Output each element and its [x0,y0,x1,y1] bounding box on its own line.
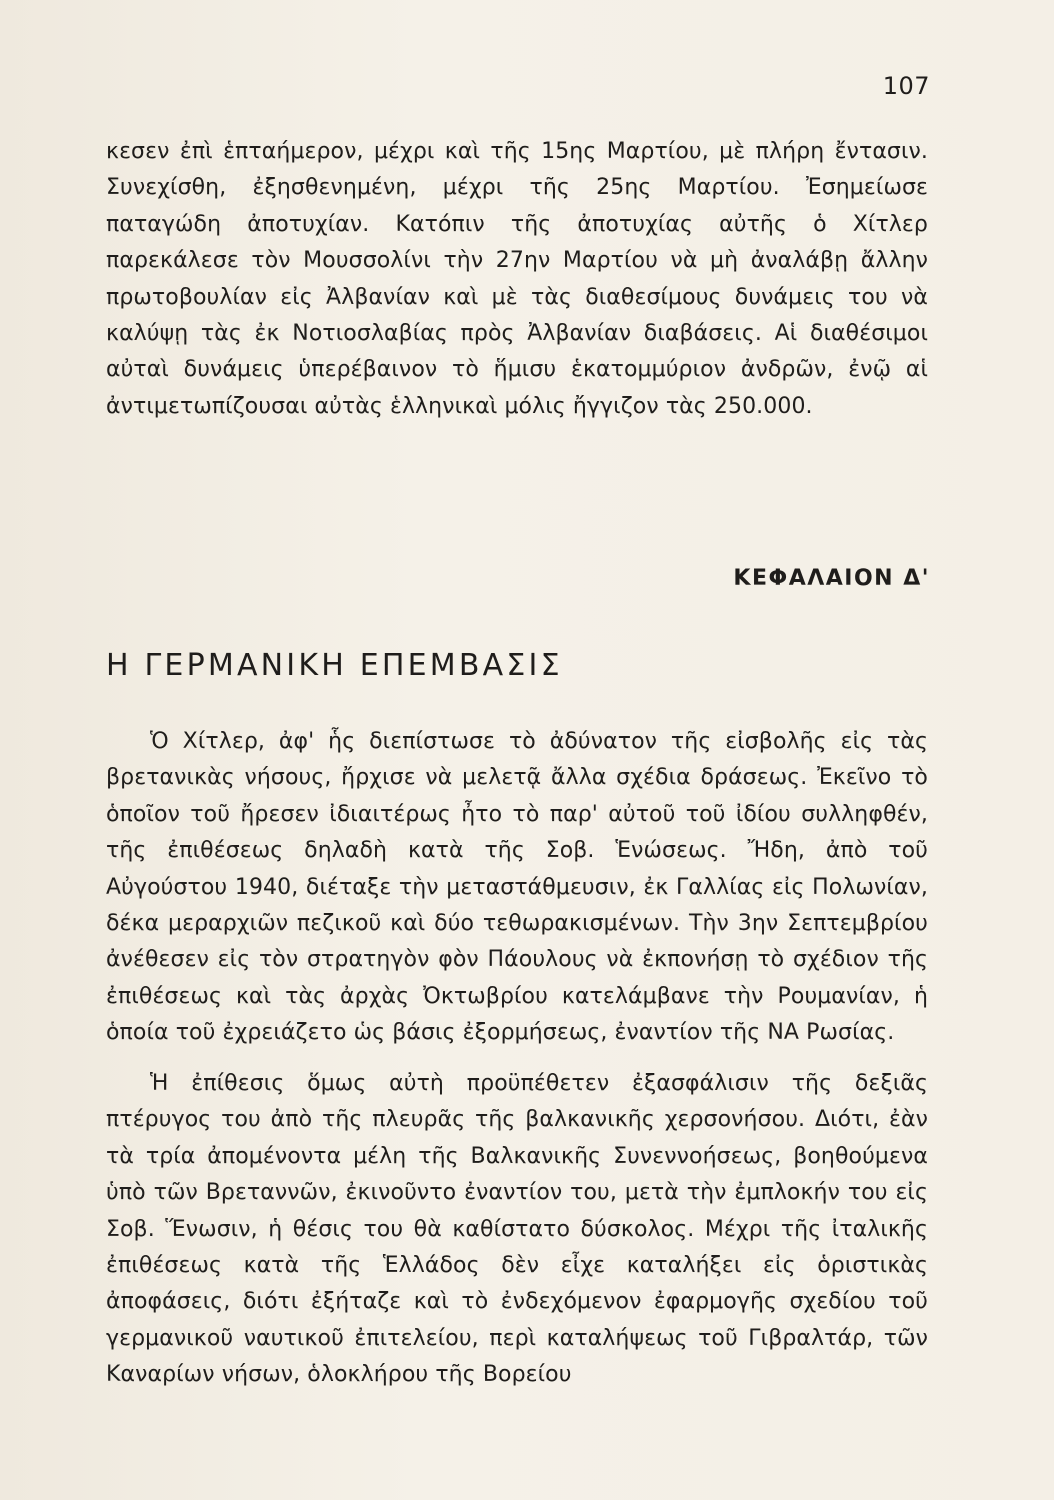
chapter-label: ΚΕΦΑΛΑΙΟΝ Δ' [733,566,930,591]
paragraph: Ἡ ἐπίθεσις ὅμως αὐτὴ προϋπέθετεν ἐξασφάλισιν τῆς δεξιᾶς πτέρυγος του ἀπὸ τῆς πλευρᾶς τῆς βαλκανικῆς χερσονήσου. Διότι, ἐὰν τὰ τρία ἀπομένοντα μέλη τῆς Βαλκανικῆς Συνεννοήσεως, βοηθούμενα ὑπὸ τῶν Βρεταννῶν, ἐκινοῦντο ἐναντίον του, μετὰ τὴν ἐμπλοκήν του εἰς Σοβ. Ἕνωσιν, ἡ θέσις του θὰ καθίστατο δύσκολος. Μέχρι τῆς ἰταλικῆς ἐπιθέσεως κατὰ τῆς Ἑλλάδος δὲν εἶχε καταλήξει εἰς ὁριστικὰς ἀποφάσεις, διότι ἐξήταζε καὶ τὸ ἐνδεχόμενον ἐφαρμογῆς σχεδίου τοῦ γερμανικοῦ ναυτικοῦ ἐπιτελείου, περὶ καταλήψεως τοῦ Γιβραλτάρ, τῶν Καναρίων νήσων, ὁλοκλήρου τῆς Βορείου [106,1071,928,1388]
section-title: Η ΓΕΡΜΑΝΙΚΗ ΕΠΕΜΒΑΣΙΣ [106,648,563,683]
page-number: 107 [882,72,930,100]
paragraph-continuation: κεσεν ἐπὶ ἑπταήμερον, μέχρι καὶ τῆς 15ης Μαρτίου, μὲ πλήρη ἔντασιν. Συνεχίσθη, ἐξησθενημένη, μέχρι τῆς 25ης Μαρτίου. Ἐσημείωσε παταγώδη ἀποτυχίαν. Κατόπιν τῆς ἀποτυχίας αὐτῆς ὁ Χίτλερ παρεκάλεσε τὸν Μουσσολίνι τὴν 27ην Μαρτίου νὰ μὴ ἀναλάβῃ ἄλλην πρωτοβουλίαν εἰς Ἀλβανίαν καὶ μὲ τὰς διαθεσίμους δυνάμεις του νὰ καλύψῃ τὰς ἐκ Νοτιοσλαβίας πρὸς Ἀλβανίαν διαβάσεις. Αἱ διαθέσιμοι αὐταὶ δυνάμεις ὑπερέβαινον τὸ ἥμισυ ἑκατομμύριον ἀνδρῶν, ἐνῷ αἱ ἀντιμετωπίζουσαι αὐτὰς ἑλληνικαὶ μόλις ἤγγιζον τὰς 250.000. [106,139,928,419]
paragraph: Ὁ Χίτλερ, ἀφ' ἧς διεπίστωσε τὸ ἀδύνατον τῆς εἰσβολῆς εἰς τὰς βρετανικὰς νήσους, ἤρχισε νὰ μελετᾷ ἄλλα σχέδια δράσεως. Ἐκεῖνο τὸ ὁποῖον τοῦ ἤρεσεν ἰδιαιτέρως ἦτο τὸ παρ' αὐτοῦ τοῦ ἰδίου συλληφθέν, τῆς ἐπιθέσεως δηλαδὴ κατὰ τῆς Σοβ. Ἑνώσεως. Ἤδη, ἀπὸ τοῦ Αὐγούστου 1940, διέταξε τὴν μεταστάθμευσιν, ἐκ Γαλλίας εἰς Πολωνίαν, δέκα μεραρχιῶν πεζικοῦ καὶ δύο τεθωρακισμένων. Τὴν 3ην Σεπτεμβρίου ἀνέθεσεν εἰς τὸν στρατηγὸν φὸν Πάουλους νὰ ἐκπονήσῃ τὸ σχέδιον τῆς ἐπιθέσεως καὶ τὰς ἀρχὰς Ὀκτωβρίου κατελάμβανε τὴν Ρουμανίαν, ἡ ὁποία τοῦ ἐχρειάζετο ὡς βάσις ἐξορμήσεως, ἐναντίον τῆς ΝΑ Ρωσίας. [106,729,928,1046]
